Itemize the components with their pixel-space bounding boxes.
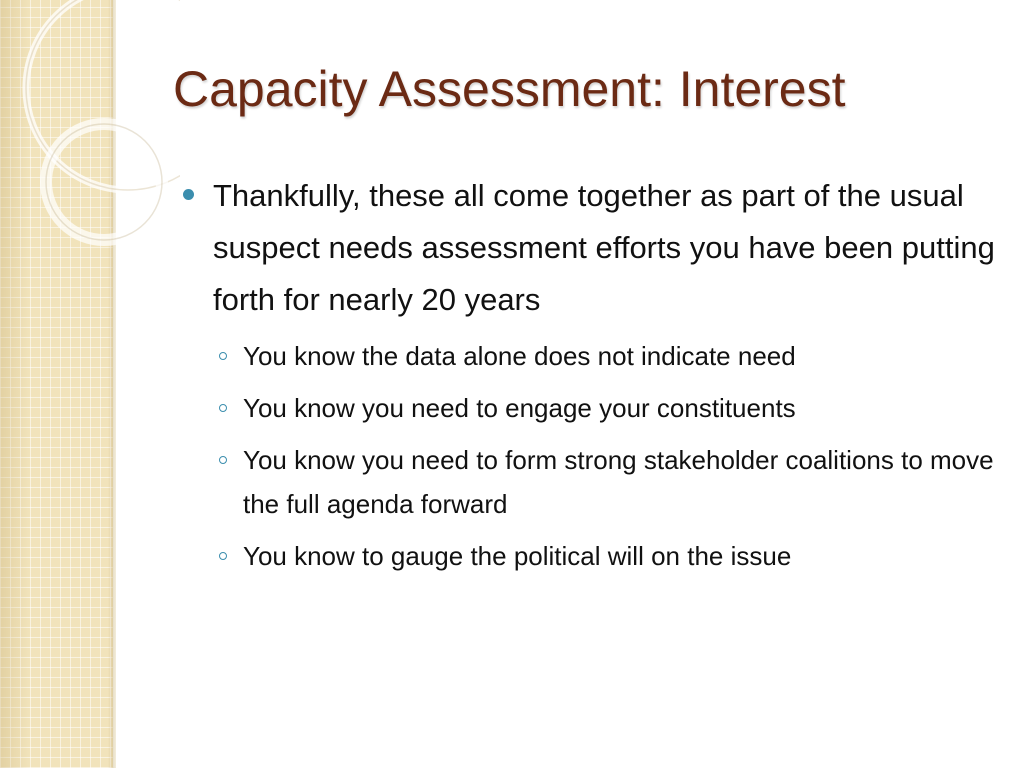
sub-bullet-text: You know you need to form strong stakeholder coalitions to move the full agenda forward [243, 445, 994, 519]
hollow-bullet-icon [219, 552, 227, 560]
bullet-dot-icon [183, 189, 194, 200]
sub-bullet [183, 386, 1003, 430]
sub-bullet-text: You know the data alone does not indicate need [243, 341, 796, 371]
slide-body [183, 170, 1003, 586]
sub-bullet [183, 534, 1003, 578]
hollow-bullet-icon [219, 456, 227, 464]
decorative-circles [0, 0, 180, 280]
hollow-bullet-icon [219, 404, 227, 412]
sub-bullet-list [183, 334, 1003, 578]
main-bullet [183, 170, 1003, 326]
hollow-bullet-icon [219, 352, 227, 360]
sub-bullet-text: You know to gauge the political will on the issue [243, 541, 792, 571]
main-bullet-text: Thankfully, these all come together as part of the usual suspect needs assessment efforts you have been putting forth for nearly 20 years [213, 178, 995, 317]
sub-bullet-text: You know you need to engage your constituents [243, 393, 796, 423]
sub-bullet [183, 438, 1003, 526]
slide-title: Capacity Assessment: Interest [173, 61, 846, 117]
small-ring-outline [46, 124, 162, 240]
sub-bullet [183, 334, 1003, 378]
